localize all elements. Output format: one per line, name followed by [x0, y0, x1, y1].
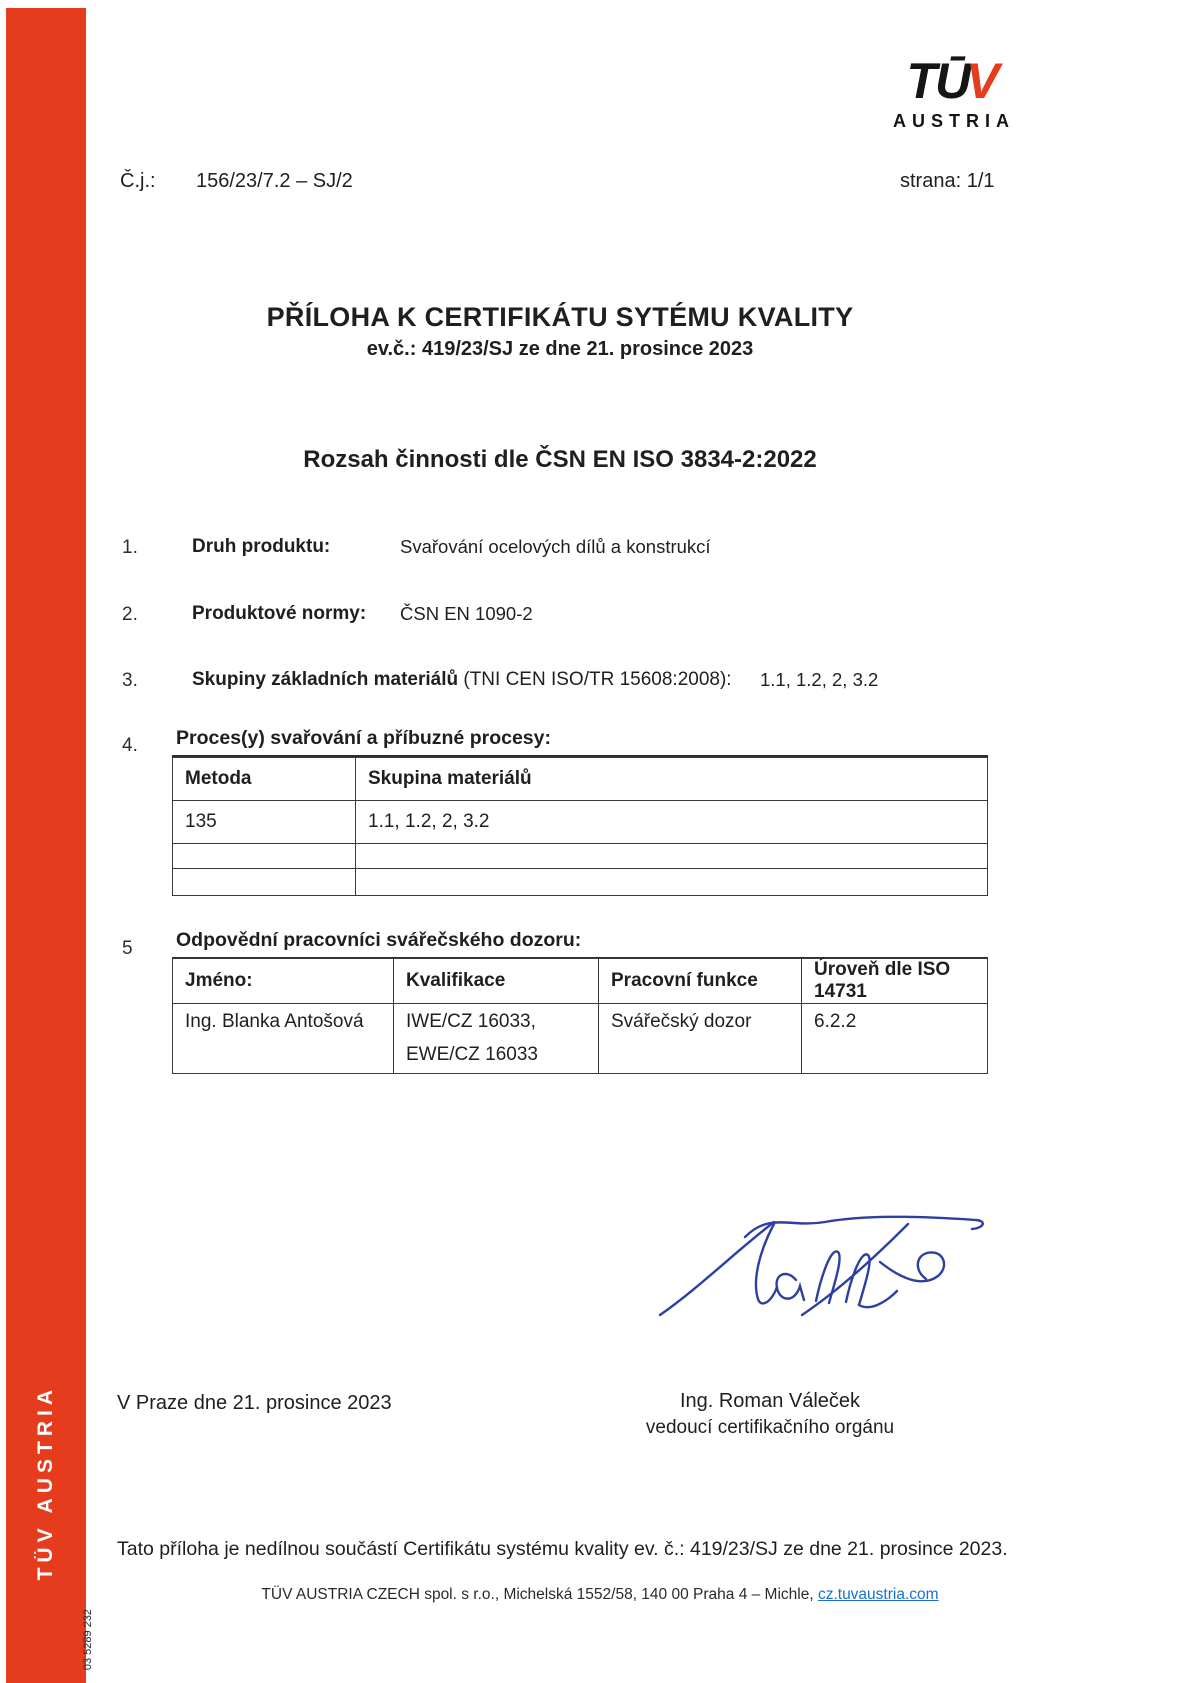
process-row-skupina: 1.1, 1.2, 2, 3.2 — [356, 801, 988, 844]
logo-austria-label: AUSTRIA — [893, 111, 1015, 131]
page-number: strana: 1/1 — [900, 170, 995, 192]
logo-tu: TŪ — [906, 53, 970, 109]
item-2-value: ČSN EN 1090-2 — [400, 603, 533, 624]
personnel-col-kvalifikace: Kvalifikace — [394, 959, 599, 1004]
scope-title: Rozsah činnosti dle ČSN EN ISO 3834-2:2022 — [303, 446, 817, 473]
empty-cell — [173, 869, 356, 896]
tuv-austria-logo — [882, 53, 1022, 132]
vertical-brand-text-wrap — [6, 1355, 86, 1610]
item-3-label-standard-ref: (TNI CEN ISO/TR 15608:2008): — [458, 669, 732, 690]
process-col-metoda: Metoda — [173, 758, 356, 801]
personnel-row-funkce: Svářečský dozor — [599, 1004, 802, 1074]
print-code: 03 5289 232 — [82, 1608, 94, 1670]
process-table-header-row — [173, 758, 988, 801]
item-3-number: 3. — [122, 670, 138, 691]
section-4-heading: Proces(y) svařování a příbuzné procesy: — [172, 727, 988, 757]
table-row-empty — [173, 844, 988, 869]
empty-cell — [356, 869, 988, 896]
ref-number-value: 156/23/7.2 – SJ/2 — [196, 170, 353, 192]
vertical-brand-text: TÜV AUSTRIA — [34, 1384, 57, 1581]
logo-v-checkmark-icon: V — [966, 53, 998, 109]
place-and-date: V Praze dne 21. prosince 2023 — [117, 1392, 392, 1414]
handwritten-signature-image — [650, 1182, 1000, 1322]
print-code-wrap — [82, 1580, 94, 1670]
table-row-empty — [173, 869, 988, 896]
empty-cell — [173, 844, 356, 869]
process-col-skupina: Skupina materiálů — [356, 758, 988, 801]
item-2-label: Produktové normy: — [192, 603, 367, 624]
item-1-value: Svařování ocelových dílů a konstrukcí — [400, 536, 711, 557]
item-2-number: 2. — [122, 604, 138, 625]
tuv-logo-wordmark — [882, 53, 1022, 109]
signer-name: Ing. Roman Váleček — [679, 1390, 861, 1412]
document-evidence-number: ev.č.: 419/23/SJ ze dne 21. prosince 2023 — [366, 338, 754, 360]
item-1-label: Druh produktu: — [192, 536, 331, 557]
personnel-table-header-row — [173, 959, 988, 1004]
personnel-row-jmeno: Ing. Blanka Antošová — [173, 1004, 394, 1074]
signer-role: vedoucí certifikačního orgánu — [645, 1417, 895, 1438]
personnel-col-funkce: Pracovní funkce — [599, 959, 802, 1004]
personnel-table — [172, 958, 988, 1074]
personnel-row-kvalifikace — [394, 1004, 599, 1074]
table-row — [173, 1004, 988, 1074]
item-1-number: 1. — [122, 537, 138, 558]
company-footer — [150, 1586, 1050, 1604]
table-row — [173, 801, 988, 844]
qualification-line-1: IWE/CZ 16033, — [406, 1011, 536, 1032]
item-3-label-bold: Skupiny základních materiálů — [192, 669, 459, 690]
annex-note: Tato příloha je nedílnou součástí Certifikátu systému kvality ev. č.: 419/23/SJ ze dne 21. prosince 2023. — [117, 1538, 1008, 1560]
process-table — [172, 757, 988, 896]
document-title: PŘÍLOHA K CERTIFIKÁTU SYTÉMU KVALITY — [266, 302, 854, 332]
item-3-label — [192, 669, 732, 691]
section-5-number: 5 — [122, 938, 133, 959]
ref-number-label: Č.j.: — [120, 170, 156, 192]
website-link[interactable]: cz.tuvaustria.com — [817, 1586, 939, 1603]
section-5-heading: Odpovědní pracovníci svářečského dozoru: — [172, 929, 988, 959]
qualification-line-2: EWE/CZ 16033 — [406, 1044, 538, 1065]
item-3-value: 1.1, 1.2, 2, 3.2 — [760, 669, 879, 690]
empty-cell — [356, 844, 988, 869]
company-address: TÜV AUSTRIA CZECH spol. s r.o., Michelská 1552/58, 140 00 Praha 4 – Michle, — [261, 1586, 818, 1603]
process-row-metoda: 135 — [173, 801, 356, 844]
personnel-row-uroven: 6.2.2 — [802, 1004, 988, 1074]
section-4-number: 4. — [122, 735, 138, 756]
personnel-col-jmeno: Jméno: — [173, 959, 394, 1004]
personnel-col-uroven: Úroveň dle ISO 14731 — [802, 959, 988, 1004]
